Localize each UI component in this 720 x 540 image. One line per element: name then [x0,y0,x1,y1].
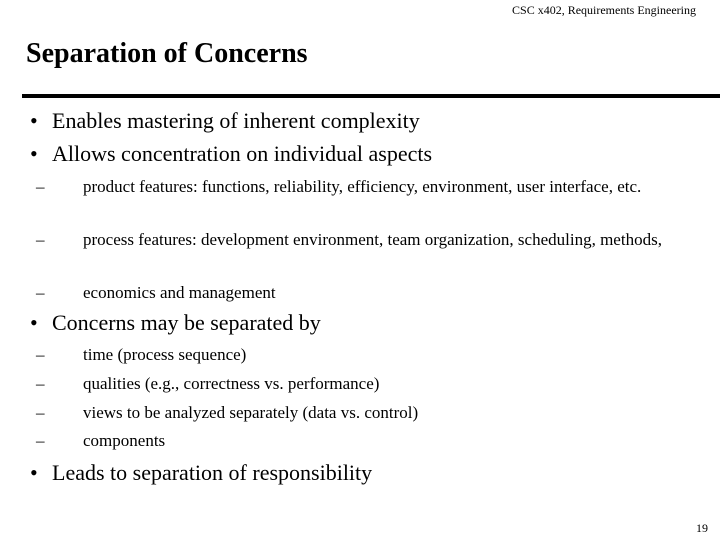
slide-title: Separation of Concerns [26,38,308,69]
sub-bullet-text: components [83,431,166,450]
page-number: 19 [696,521,708,535]
bullet-text: Enables mastering of inherent complexity [52,108,420,133]
bullet-item [30,108,420,134]
sub-bullet-text: time (process sequence) [83,345,247,364]
dash-glyph: – [36,403,45,422]
dash-glyph: – [36,230,45,249]
bullet-glyph: • [30,310,38,335]
bullet-glyph: • [30,108,38,133]
bullet-text: Allows concentration on individual aspects [52,141,433,166]
bullet-item [30,141,432,167]
bullet-glyph: • [30,460,38,485]
sub-bullet-item [36,175,686,199]
sub-bullet-item [36,281,686,305]
sub-bullet-text: qualities (e.g., correctness vs. performance) [83,374,380,393]
sub-bullet-item [36,372,686,396]
dash-glyph: – [36,374,45,393]
dash-glyph: – [36,345,45,364]
bullet-text: Concerns may be separated by [52,310,321,335]
dash-glyph: – [36,431,45,450]
sub-bullet-text: economics and management [83,283,276,302]
bullet-text: Leads to separation of responsibility [52,460,373,485]
sub-bullet-item [36,401,686,425]
sub-bullet-text: process features: development environment, team organization, scheduling, methods, [83,230,662,249]
sub-bullet-item [36,343,686,367]
sub-bullet-item [36,228,686,252]
title-divider [22,94,720,98]
sub-bullet-item [36,429,686,453]
bullet-glyph: • [30,141,38,166]
sub-bullet-text: views to be analyzed separately (data vs. control) [83,403,419,422]
bullet-item [30,460,372,486]
bullet-item [30,310,321,336]
dash-glyph: – [36,283,45,302]
course-header: CSC x402, Requirements Engineering [512,3,696,17]
sub-bullet-text: product features: functions, reliability, efficiency, environment, user interface, etc. [83,177,642,196]
dash-glyph: – [36,177,45,196]
